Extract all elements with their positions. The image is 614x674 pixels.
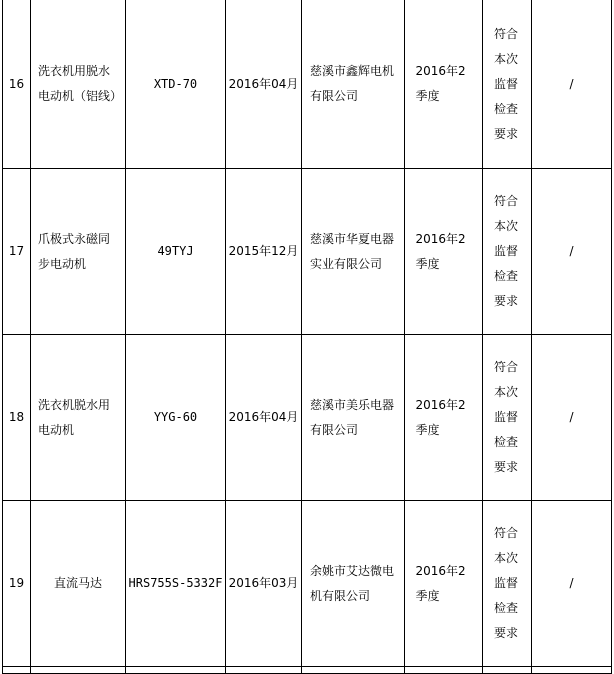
inspection-result-cell bbox=[483, 335, 532, 501]
company-name: 慈溪市美乐电器有限公司 bbox=[310, 397, 395, 437]
product-name: 直流马达 bbox=[53, 576, 102, 590]
remark: / bbox=[532, 0, 612, 169]
model-number: HRS755S-5332F bbox=[126, 501, 226, 667]
row-index: 17 bbox=[3, 169, 31, 335]
production-date: 2016年03月 bbox=[226, 501, 302, 667]
inspection-period-cell bbox=[405, 0, 483, 169]
company-name: 慈溪市华夏电器实业有限公司 bbox=[310, 231, 395, 271]
product-name-cell bbox=[31, 335, 126, 501]
inspection-result: 符合本次监督检查要求 bbox=[494, 360, 519, 474]
company-name: 慈溪市鑫辉电机有限公司 bbox=[310, 64, 395, 103]
production-date: 2016年04月 bbox=[226, 0, 302, 169]
inspection-results-table bbox=[2, 0, 612, 674]
inspection-period-cell bbox=[405, 169, 483, 335]
product-name-cell bbox=[31, 0, 126, 169]
company-name-cell bbox=[302, 0, 405, 169]
empty-cell bbox=[126, 667, 226, 674]
table-row bbox=[3, 0, 612, 169]
company-name-cell bbox=[302, 169, 405, 335]
remark: / bbox=[532, 169, 612, 335]
company-name-cell bbox=[302, 501, 405, 667]
company-name: 余姚市艾达微电机有限公司 bbox=[310, 563, 395, 603]
empty-cell bbox=[3, 667, 31, 674]
table-row bbox=[3, 169, 612, 335]
empty-cell bbox=[483, 667, 532, 674]
table-row-continuation bbox=[3, 667, 612, 674]
product-name: 爪极式永磁同步电动机 bbox=[38, 231, 111, 271]
production-date: 2015年12月 bbox=[226, 169, 302, 335]
inspection-result-cell bbox=[483, 0, 532, 169]
empty-cell bbox=[532, 667, 612, 674]
product-name-cell bbox=[31, 501, 126, 667]
inspection-result-cell bbox=[483, 501, 532, 667]
inspection-period: 2016年2季度 bbox=[415, 231, 466, 271]
empty-cell bbox=[302, 667, 405, 674]
table-row bbox=[3, 501, 612, 667]
inspection-result-cell bbox=[483, 169, 532, 335]
inspection-period: 2016年2季度 bbox=[415, 64, 466, 103]
empty-cell bbox=[31, 667, 126, 674]
remark: / bbox=[532, 335, 612, 501]
model-number: XTD-70 bbox=[126, 0, 226, 169]
product-name: 洗衣机脱水用电动机 bbox=[38, 397, 111, 437]
empty-cell bbox=[405, 667, 483, 674]
inspection-period: 2016年2季度 bbox=[415, 397, 466, 437]
inspection-result: 符合本次监督检查要求 bbox=[494, 526, 519, 640]
model-number: 49TYJ bbox=[126, 169, 226, 335]
inspection-result: 符合本次监督检查要求 bbox=[494, 194, 519, 308]
production-date: 2016年04月 bbox=[226, 335, 302, 501]
row-index: 18 bbox=[3, 335, 31, 501]
row-index: 16 bbox=[3, 0, 31, 169]
company-name-cell bbox=[302, 335, 405, 501]
inspection-result: 符合本次监督检查要求 bbox=[494, 26, 519, 141]
inspection-period: 2016年2季度 bbox=[415, 563, 466, 603]
product-name: 洗衣机用脱水电动机（铝线） bbox=[38, 64, 123, 103]
table-row bbox=[3, 335, 612, 501]
inspection-period-cell bbox=[405, 335, 483, 501]
remark: / bbox=[532, 501, 612, 667]
product-name-cell bbox=[31, 169, 126, 335]
empty-cell bbox=[226, 667, 302, 674]
row-index: 19 bbox=[3, 501, 31, 667]
model-number: YYG-60 bbox=[126, 335, 226, 501]
inspection-period-cell bbox=[405, 501, 483, 667]
